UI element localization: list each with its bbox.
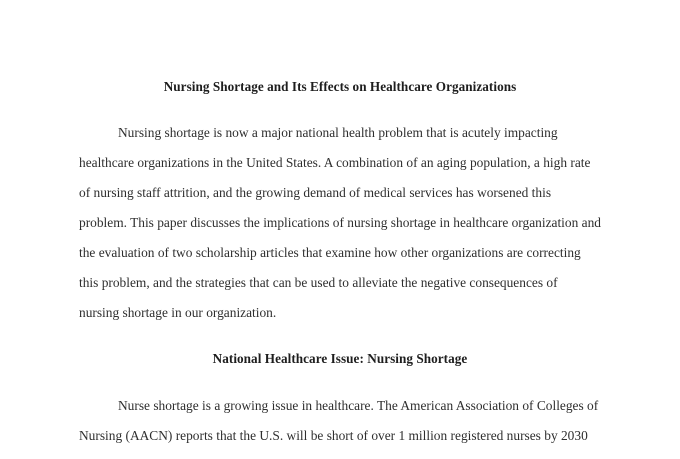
spacer-heading-body [79,368,601,391]
intro-paragraph: Nursing shortage is now a major national health problem that is acutely impacting healthcare organizations in the United States. A combination of an aging population, a high rate of nursing staff attrition, and the growing demand of medical services has worsened this problem. This paper discusses the implications of nursing shortage in healthcare organization and the evaluation of two scholarship articles that examine how other organizations are correcting this problem, and the strategies that can be used to alleviate the negative consequences of nursing shortage in our organization. [79,125,601,320]
spacer-body-heading [79,328,601,350]
page-title: Nursing Shortage and Its Effects on Healthcare Organizations [163,79,517,94]
section-paragraph: Nurse shortage is a growing issue in healthcare. The American Association of Colleges of Nursing (AACN) reports that the U.S. will be short of over 1 million registered nurses by 2030 [79,398,599,443]
spacer-title-body [79,96,601,118]
section-heading: National Healthcare Issue: Nursing Shortage [212,351,468,366]
